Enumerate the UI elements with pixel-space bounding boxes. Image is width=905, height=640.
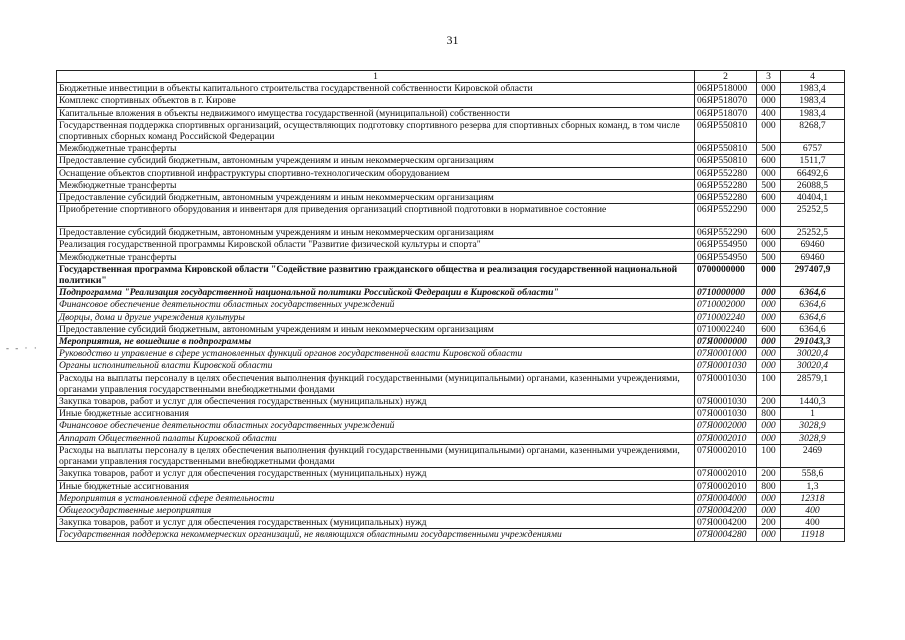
row-amount: 66492,6 <box>781 167 845 179</box>
table-row <box>57 480 845 492</box>
row-expense-type: 000 <box>757 504 781 516</box>
row-code: 07Я0001030 <box>695 396 757 408</box>
row-expense-type: 200 <box>757 517 781 529</box>
row-name: Бюджетные инвестиции в объекты капитального строительства государственной собственности Кировской области <box>57 83 695 95</box>
table-row <box>57 396 845 408</box>
row-amount: 3028,9 <box>781 432 845 444</box>
row-name: Мероприятия в установленной сфере деятельности <box>57 492 695 504</box>
table-row <box>57 251 845 263</box>
row-expense-type: 000 <box>757 239 781 251</box>
row-expense-type: 600 <box>757 227 781 239</box>
row-name: Мероприятия, не вошедшие в подпрограммы <box>57 336 695 348</box>
row-expense-type: 000 <box>757 311 781 323</box>
row-expense-type: 500 <box>757 179 781 191</box>
row-expense-type: 600 <box>757 323 781 335</box>
row-code: 07Я0004200 <box>695 504 757 516</box>
row-expense-type: 100 <box>757 372 781 395</box>
row-expense-type: 000 <box>757 204 781 227</box>
table-row <box>57 420 845 432</box>
row-code: 06ЯР552290 <box>695 227 757 239</box>
row-code: 07Я0001030 <box>695 372 757 395</box>
row-name: Общегосударственные мероприятия <box>57 504 695 516</box>
row-code: 06ЯР552280 <box>695 192 757 204</box>
table-row <box>57 179 845 191</box>
budget-table <box>56 70 845 542</box>
row-name: Реализация государственной программы Кировской области "Развитие физической культуры и спорта" <box>57 239 695 251</box>
table-row <box>57 95 845 107</box>
row-amount: 1 <box>781 408 845 420</box>
header-col-1: 1 <box>57 71 695 83</box>
table-row <box>57 263 845 286</box>
row-code: 07Я0002010 <box>695 444 757 467</box>
row-code: 07Я0002010 <box>695 480 757 492</box>
row-expense-type: 000 <box>757 432 781 444</box>
table-row <box>57 504 845 516</box>
row-code: 06ЯР550810 <box>695 119 757 142</box>
row-name: Аппарат Общественной палаты Кировской области <box>57 432 695 444</box>
row-expense-type: 100 <box>757 444 781 467</box>
row-code: 0710000000 <box>695 287 757 299</box>
row-code: 07Я0002010 <box>695 468 757 480</box>
table-row <box>57 167 845 179</box>
row-amount: 3028,9 <box>781 420 845 432</box>
row-amount: 1983,4 <box>781 95 845 107</box>
row-code: 06ЯР552290 <box>695 204 757 227</box>
header-col-2: 2 <box>695 71 757 83</box>
row-amount: 6364,6 <box>781 323 845 335</box>
table-row <box>57 107 845 119</box>
row-name: Государственная поддержка некоммерческих организаций, не являющихся областными государственными учреждениями <box>57 529 695 541</box>
table-row <box>57 348 845 360</box>
row-name: Закупка товаров, работ и услуг для обеспечения государственных (муниципальных) нужд <box>57 468 695 480</box>
row-name: Межбюджетные трансферты <box>57 143 695 155</box>
row-amount: 40404,1 <box>781 192 845 204</box>
row-code: 07Я0000000 <box>695 336 757 348</box>
table-row <box>57 299 845 311</box>
table-row <box>57 372 845 395</box>
row-expense-type: 800 <box>757 408 781 420</box>
table-row <box>57 119 845 142</box>
row-expense-type: 500 <box>757 251 781 263</box>
row-name: Государственная поддержка спортивных организаций, осуществляющих подготовку спортивного резерва для спортивных сборных команд, в том числе спортивных сборных команд Российской Федерации <box>57 119 695 142</box>
row-name: Руководство и управление в сфере установленных функций органов государственной власти Кировской области <box>57 348 695 360</box>
table-row <box>57 323 845 335</box>
table-row <box>57 239 845 251</box>
row-amount: 291043,3 <box>781 336 845 348</box>
row-amount: 558,6 <box>781 468 845 480</box>
row-code: 06ЯР518000 <box>695 83 757 95</box>
table-row <box>57 468 845 480</box>
row-amount: 26088,5 <box>781 179 845 191</box>
row-amount: 400 <box>781 517 845 529</box>
header-col-3: 3 <box>757 71 781 83</box>
row-code: 07Я0001030 <box>695 408 757 420</box>
row-amount: 28579,1 <box>781 372 845 395</box>
row-expense-type: 000 <box>757 492 781 504</box>
row-amount: 6364,6 <box>781 299 845 311</box>
row-name: Предоставление субсидий бюджетным, автономным учреждениям и иным некоммерческим организациям <box>57 192 695 204</box>
row-amount: 1983,4 <box>781 83 845 95</box>
row-code: 0710002240 <box>695 323 757 335</box>
row-expense-type: 000 <box>757 529 781 541</box>
header-col-4: 4 <box>781 71 845 83</box>
row-code: 0710002000 <box>695 299 757 311</box>
row-expense-type: 400 <box>757 107 781 119</box>
row-name: Приобретение спортивного оборудования и инвентаря для приведения организаций спортивной подготовки в нормативное состояние <box>57 204 695 227</box>
row-expense-type: 000 <box>757 167 781 179</box>
row-name: Расходы на выплаты персоналу в целях обеспечения выполнения функций государственными (муниципальными) органами, казенными учреждениями, органами управления государственными внебюджетными фондами <box>57 444 695 467</box>
row-code: 07Я0002000 <box>695 420 757 432</box>
row-name: Закупка товаров, работ и услуг для обеспечения государственных (муниципальных) нужд <box>57 517 695 529</box>
row-name: Оснащение объектов спортивной инфраструктуры спортивно-технологическим оборудованием <box>57 167 695 179</box>
row-name: Финансовое обеспечение деятельности областных государственных учреждений <box>57 420 695 432</box>
row-expense-type: 000 <box>757 263 781 286</box>
table-row <box>57 517 845 529</box>
row-name: Предоставление субсидий бюджетным, автономным учреждениям и иным некоммерческим организациям <box>57 323 695 335</box>
row-name: Предоставление субсидий бюджетным, автономным учреждениям и иным некоммерческим организациям <box>57 155 695 167</box>
row-expense-type: 000 <box>757 348 781 360</box>
row-code: 06ЯР550810 <box>695 143 757 155</box>
row-amount: 11918 <box>781 529 845 541</box>
row-code: 07Я0001000 <box>695 348 757 360</box>
row-expense-type: 000 <box>757 299 781 311</box>
row-expense-type: 000 <box>757 360 781 372</box>
row-code: 07Я0004000 <box>695 492 757 504</box>
row-name: Комплекс спортивных объектов в г. Кирове <box>57 95 695 107</box>
table-row <box>57 204 845 227</box>
row-amount: 25252,5 <box>781 204 845 227</box>
row-code: 07Я0002010 <box>695 432 757 444</box>
table-row <box>57 83 845 95</box>
table-row <box>57 408 845 420</box>
row-expense-type: 500 <box>757 143 781 155</box>
row-code: 07Я0004280 <box>695 529 757 541</box>
row-expense-type: 200 <box>757 468 781 480</box>
row-amount: 1,3 <box>781 480 845 492</box>
table-row <box>57 360 845 372</box>
page-number: 31 <box>446 33 459 47</box>
row-name: Иные бюджетные ассигнования <box>57 408 695 420</box>
table-row <box>57 336 845 348</box>
row-expense-type: 000 <box>757 420 781 432</box>
row-code: 0700000000 <box>695 263 757 286</box>
table-header-row <box>57 71 845 83</box>
row-amount: 69460 <box>781 239 845 251</box>
row-name: Капитальные вложения в объекты недвижимого имущества государственной (муниципальной) собственности <box>57 107 695 119</box>
row-code: 0710002240 <box>695 311 757 323</box>
row-expense-type: 000 <box>757 83 781 95</box>
row-name: Межбюджетные трансферты <box>57 251 695 263</box>
table-row <box>57 311 845 323</box>
row-code: 06ЯР518070 <box>695 95 757 107</box>
row-expense-type: 600 <box>757 192 781 204</box>
row-code: 06ЯР552280 <box>695 167 757 179</box>
row-amount: 30020,4 <box>781 360 845 372</box>
table-row <box>57 529 845 541</box>
row-name: Финансовое обеспечение деятельности областных государственных учреждений <box>57 299 695 311</box>
row-code: 06ЯР554950 <box>695 239 757 251</box>
row-code: 07Я0001030 <box>695 360 757 372</box>
row-amount: 30020,4 <box>781 348 845 360</box>
row-name: Дворцы, дома и другие учреждения культуры <box>57 311 695 323</box>
row-name: Закупка товаров, работ и услуг для обеспечения государственных (муниципальных) нужд <box>57 396 695 408</box>
row-amount: 8268,7 <box>781 119 845 142</box>
row-amount: 6364,6 <box>781 311 845 323</box>
margin-marks: - - · · <box>6 343 39 353</box>
row-name: Иные бюджетные ассигнования <box>57 480 695 492</box>
table-row <box>57 444 845 467</box>
row-name: Предоставление субсидий бюджетным, автономным учреждениям и иным некоммерческим организациям <box>57 227 695 239</box>
row-amount: 1511,7 <box>781 155 845 167</box>
table-row <box>57 432 845 444</box>
row-expense-type: 200 <box>757 396 781 408</box>
row-expense-type: 800 <box>757 480 781 492</box>
row-name: Подпрограмма "Реализация государственной национальной политики Российской Федерации в Кировской области" <box>57 287 695 299</box>
row-amount: 1983,4 <box>781 107 845 119</box>
table-row <box>57 143 845 155</box>
table-row <box>57 492 845 504</box>
row-code: 07Я0004200 <box>695 517 757 529</box>
table-row <box>57 227 845 239</box>
row-amount: 69460 <box>781 251 845 263</box>
row-amount: 25252,5 <box>781 227 845 239</box>
row-amount: 400 <box>781 504 845 516</box>
row-name: Органы исполнительной власти Кировской области <box>57 360 695 372</box>
row-code: 06ЯР552280 <box>695 179 757 191</box>
row-amount: 6757 <box>781 143 845 155</box>
row-code: 06ЯР554950 <box>695 251 757 263</box>
row-code: 06ЯР518070 <box>695 107 757 119</box>
row-expense-type: 000 <box>757 95 781 107</box>
table-row <box>57 192 845 204</box>
row-amount: 1440,3 <box>781 396 845 408</box>
table-row <box>57 155 845 167</box>
row-amount: 297407,9 <box>781 263 845 286</box>
row-expense-type: 600 <box>757 155 781 167</box>
row-code: 06ЯР550810 <box>695 155 757 167</box>
row-amount: 12318 <box>781 492 845 504</box>
row-name: Государственная программа Кировской области "Содействие развитию гражданского общества и реализация государственной национальной политики" <box>57 263 695 286</box>
row-name: Расходы на выплаты персоналу в целях обеспечения выполнения функций государственными (муниципальными) органами, казенными учреждениями, органами управления государственными внебюджетными фондами <box>57 372 695 395</box>
row-expense-type: 000 <box>757 336 781 348</box>
row-amount: 2469 <box>781 444 845 467</box>
row-expense-type: 000 <box>757 119 781 142</box>
row-amount: 6364,6 <box>781 287 845 299</box>
row-name: Межбюджетные трансферты <box>57 179 695 191</box>
row-expense-type: 000 <box>757 287 781 299</box>
table-row <box>57 287 845 299</box>
